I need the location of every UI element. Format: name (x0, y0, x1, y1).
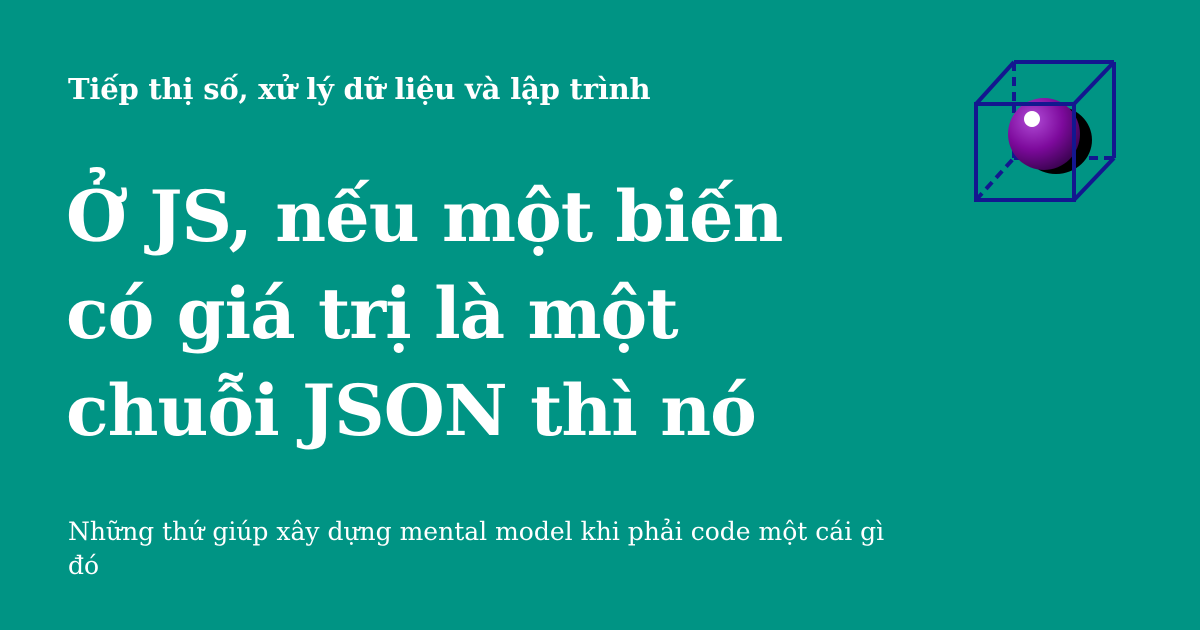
cube-with-sphere-icon (964, 54, 1124, 214)
post-subtitle: Những thứ giúp xây dựng mental model khi phải code một cái gì đó (68, 517, 885, 580)
post-title-line: chuỗi JSON thì nó (66, 369, 756, 452)
post-title (66, 168, 946, 459)
post-title-line: có giá trị là một (66, 272, 678, 355)
sphere (1008, 98, 1092, 174)
cube-hidden-edge (976, 158, 1014, 200)
post-title-line: Ở JS, nếu một biến (66, 175, 783, 258)
site-name: Tiếp thị số, xử lý dữ liệu và lập trình (68, 72, 651, 106)
